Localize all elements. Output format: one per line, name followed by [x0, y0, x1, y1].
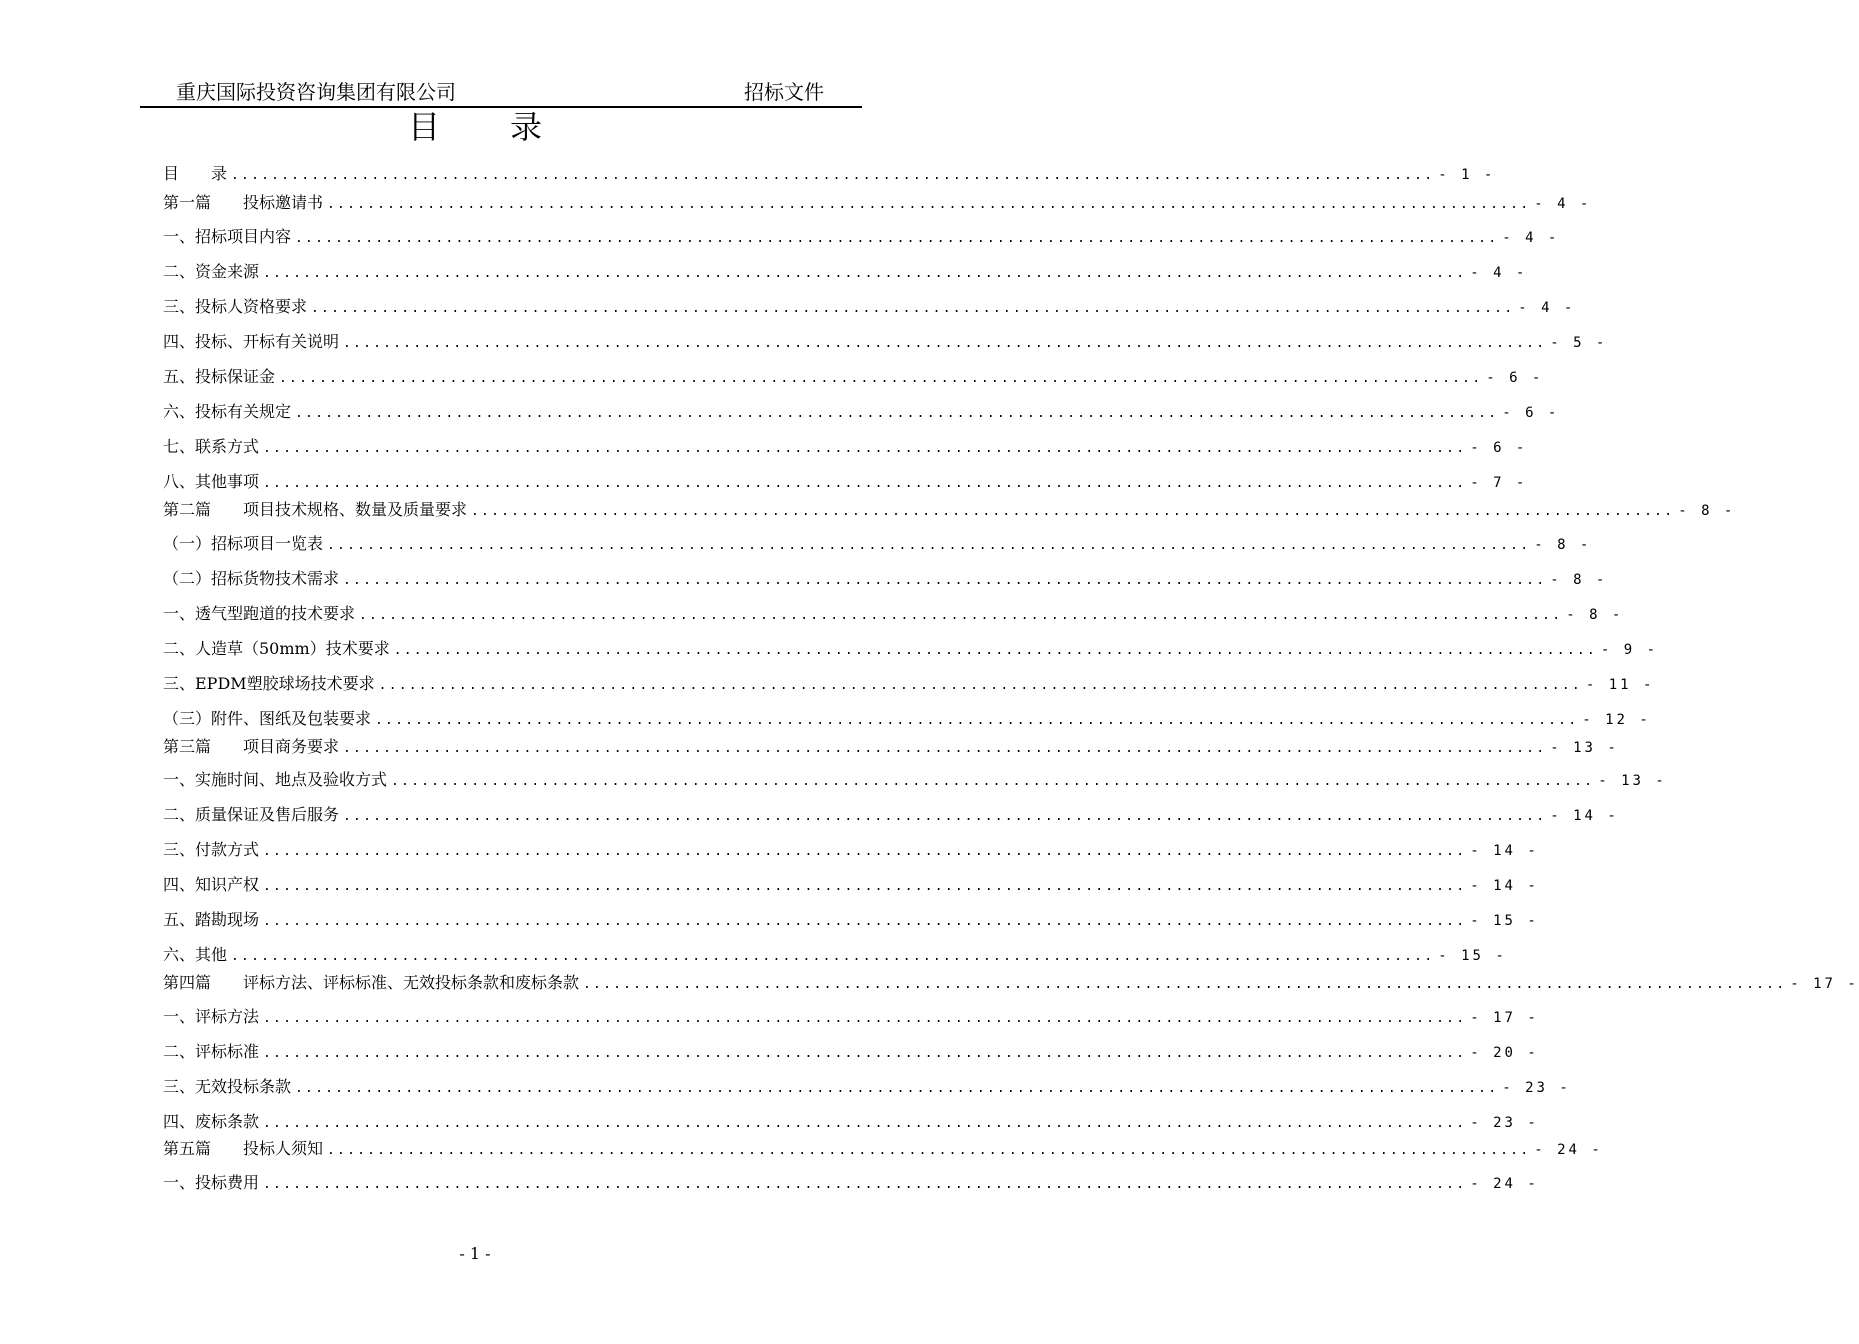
toc-entry[interactable] — [163, 874, 1539, 896]
toc-entry-page: - 24 - — [1534, 1142, 1603, 1158]
toc-leader-dots: ........................................................................................................................ — [343, 573, 1547, 588]
toc-entry-label: 二、质量保证及售后服务 — [163, 805, 340, 824]
toc-entry-label: 六、其他 — [163, 945, 228, 964]
toc-entry-label: 四、废标条款 — [163, 1112, 260, 1131]
toc-leader-dots: ........................................................................................................................ — [263, 266, 1467, 281]
toc-entry-page: - 4 - — [1534, 196, 1592, 212]
toc-entry[interactable] — [163, 1041, 1539, 1063]
toc-entry-page: - 13 - — [1598, 773, 1667, 789]
toc-leader-dots: ........................................................................................................................ — [263, 1116, 1467, 1131]
toc-entry-page: - 13 - — [1550, 740, 1619, 756]
toc-entry-page: - 6 - — [1486, 370, 1544, 386]
toc-entry-label: 三、投标人资格要求 — [163, 297, 308, 316]
toc-entry[interactable] — [163, 603, 1624, 625]
toc-entry[interactable] — [163, 331, 1608, 353]
toc-entry-label: 八、其他事项 — [163, 472, 260, 491]
organization-name: 重庆国际投资咨询集团有限公司 — [176, 80, 456, 104]
toc-entry-page: - 15 - — [1438, 948, 1507, 964]
toc-entry-label: 第三篇 项目商务要求 — [163, 737, 340, 756]
toc-entry-label: 六、投标有关规定 — [163, 402, 292, 421]
toc-entry-page: - 17 - — [1790, 976, 1859, 992]
toc-leader-dots: ........................................................................................................................ — [295, 231, 1499, 246]
toc-entry-page: - 14 - — [1470, 843, 1539, 859]
toc-entry-label: 第二篇 项目技术规格、数量及质量要求 — [163, 500, 468, 519]
toc-entry[interactable] — [163, 972, 1859, 994]
toc-entry-page: - 4 - — [1518, 300, 1576, 316]
toc-leader-dots: ........................................................................................................................ — [279, 371, 1483, 386]
toc-entry[interactable] — [163, 673, 1655, 695]
toc-entry-page: - 8 - — [1550, 572, 1608, 588]
toc-entry[interactable] — [163, 568, 1608, 590]
toc-entry-label: 第一篇 投标邀请书 — [163, 193, 324, 212]
toc-entry-page: - 7 - — [1470, 475, 1528, 491]
toc-entry-label: （二）招标货物技术需求 — [163, 569, 340, 588]
toc-leader-dots: ........................................................................................................................ — [263, 476, 1467, 491]
toc-entry-label: 四、知识产权 — [163, 875, 260, 894]
toc-entry[interactable] — [163, 638, 1659, 660]
toc-leader-dots: ........................................................................................................................ — [393, 643, 1597, 658]
toc-entry[interactable] — [163, 909, 1539, 931]
toc-leader-dots: ........................................................................................................................ — [263, 914, 1467, 929]
toc-leader-dots: ........................................................................................................................ — [327, 197, 1531, 212]
toc-leader-dots: ........................................................................................................................ — [295, 1081, 1499, 1096]
toc-entry-page: - 5 - — [1550, 335, 1608, 351]
toc-entry-label: 一、透气型跑道的技术要求 — [163, 604, 356, 623]
toc-entry[interactable] — [163, 804, 1619, 826]
toc-leader-dots: ........................................................................................................................ — [378, 678, 1582, 693]
toc-entry-label: （一）招标项目一览表 — [163, 534, 324, 553]
toc-entry-label: 三、无效投标条款 — [163, 1077, 292, 1096]
toc-entry-page: - 12 - — [1582, 712, 1651, 728]
toc-entry-label: 三、付款方式 — [163, 840, 260, 859]
toc-entry-page: - 23 - — [1470, 1115, 1539, 1131]
toc-entry-label: 第五篇 投标人须知 — [163, 1139, 324, 1158]
toc-entry-page: - 8 - — [1566, 607, 1624, 623]
toc-entry[interactable] — [163, 1076, 1571, 1098]
toc-entry[interactable] — [163, 1111, 1539, 1133]
toc-leader-dots: ........................................................................................................................ — [295, 406, 1499, 421]
toc-entry-page: - 24 - — [1470, 1176, 1539, 1192]
toc-entry-label: 三、EPDM塑胶球场技术要求 — [163, 674, 375, 693]
toc-leader-dots: ........................................................................................................................ — [375, 713, 1579, 728]
toc-leader-dots: ........................................................................................................................ — [311, 301, 1515, 316]
toc-entry-label: 一、投标费用 — [163, 1173, 260, 1192]
toc-entry-page: - 20 - — [1470, 1045, 1539, 1061]
toc-leader-dots: ........................................................................................................................ — [231, 168, 1435, 183]
toc-entry-label: 一、实施时间、地点及验收方式 — [163, 770, 388, 789]
toc-entry-label: 四、投标、开标有关说明 — [163, 332, 340, 351]
toc-entry-page: - 14 - — [1470, 878, 1539, 894]
toc-entry-page: - 11 - — [1585, 677, 1655, 693]
toc-leader-dots: ........................................................................................................................ — [263, 1046, 1467, 1061]
toc-entry[interactable] — [163, 163, 1496, 185]
toc-entry[interactable] — [163, 261, 1528, 283]
toc-entry[interactable] — [163, 1138, 1603, 1160]
toc-leader-dots: ........................................................................................................................ — [391, 774, 1595, 789]
toc-entry-label: 一、招标项目内容 — [163, 227, 292, 246]
toc-leader-dots: ........................................................................................................................ — [263, 879, 1467, 894]
toc-entry[interactable] — [163, 708, 1651, 730]
toc-entry-label: （三）附件、图纸及包装要求 — [163, 709, 372, 728]
toc-leader-dots: ........................................................................................................................ — [343, 809, 1547, 824]
toc-leader-dots: ........................................................................................................................ — [343, 741, 1547, 756]
toc-entry-label: 二、资金来源 — [163, 262, 260, 281]
toc-entry-page: - 17 - — [1470, 1010, 1539, 1026]
toc-entry[interactable] — [163, 839, 1539, 861]
toc-entry-page: - 23 - — [1502, 1080, 1571, 1096]
toc-entry-page: - 8 - — [1678, 503, 1736, 519]
toc-entry-page: - 15 - — [1470, 913, 1539, 929]
toc-entry-label: 第四篇 评标方法、评标标准、无效投标条款和废标条款 — [163, 973, 580, 992]
toc-entry-label: 二、人造草（50mm）技术要求 — [163, 639, 390, 658]
toc-entry-label: 五、投标保证金 — [163, 367, 276, 386]
toc-leader-dots: ........................................................................................................................ — [263, 844, 1467, 859]
toc-entry-page: - 1 - — [1438, 167, 1496, 183]
toc-entry-label: 七、联系方式 — [163, 437, 260, 456]
toc-leader-dots: ........................................................................................................................ — [583, 977, 1787, 992]
toc-entry-page: - 9 - — [1600, 642, 1659, 658]
toc-leader-dots: ........................................................................................................................ — [327, 1143, 1531, 1158]
toc-entry[interactable] — [163, 1172, 1539, 1194]
toc-entry[interactable] — [163, 471, 1528, 493]
toc-entry-label: 一、评标方法 — [163, 1007, 260, 1026]
toc-entry[interactable] — [163, 401, 1560, 423]
toc-leader-dots: ........................................................................................................................ — [263, 1011, 1467, 1026]
toc-entry[interactable] — [163, 296, 1576, 318]
toc-entry[interactable] — [163, 769, 1667, 791]
toc-title: 目录 — [407, 108, 612, 146]
toc-entry-page: - 6 - — [1470, 440, 1528, 456]
toc-leader-dots: ........................................................................................................................ — [263, 1177, 1467, 1192]
toc-entry-label: 目 录 — [163, 164, 228, 183]
toc-entry-page: - 4 - — [1502, 230, 1560, 246]
toc-entry[interactable] — [163, 226, 1560, 248]
toc-entry-page: - 8 - — [1534, 537, 1592, 553]
toc-entry-page: - 6 - — [1502, 405, 1560, 421]
toc-entry[interactable] — [163, 533, 1592, 555]
toc-entry-label: 二、评标标准 — [163, 1042, 260, 1061]
toc-leader-dots: ........................................................................................................................ — [343, 336, 1547, 351]
toc-entry[interactable] — [163, 436, 1528, 458]
toc-leader-dots: ........................................................................................................................ — [327, 538, 1531, 553]
toc-leader-dots: ........................................................................................................................ — [231, 949, 1435, 964]
page-number: - 1 - — [459, 1244, 491, 1263]
toc-entry-label: 五、踏勘现场 — [163, 910, 260, 929]
toc-entry[interactable] — [163, 944, 1507, 966]
toc-leader-dots: ........................................................................................................................ — [359, 608, 1563, 623]
toc-leader-dots: ........................................................................................................................ — [471, 504, 1675, 519]
toc-entry[interactable] — [163, 1006, 1539, 1028]
toc-entry-page: - 4 - — [1470, 265, 1528, 281]
toc-entry[interactable] — [163, 366, 1544, 388]
toc-entry[interactable] — [163, 499, 1736, 521]
document-type: 招标文件 — [744, 80, 824, 104]
toc-entry[interactable] — [163, 192, 1592, 214]
toc-entry[interactable] — [163, 736, 1619, 758]
toc-entry-page: - 14 - — [1550, 808, 1619, 824]
toc-leader-dots: ........................................................................................................................ — [263, 441, 1467, 456]
